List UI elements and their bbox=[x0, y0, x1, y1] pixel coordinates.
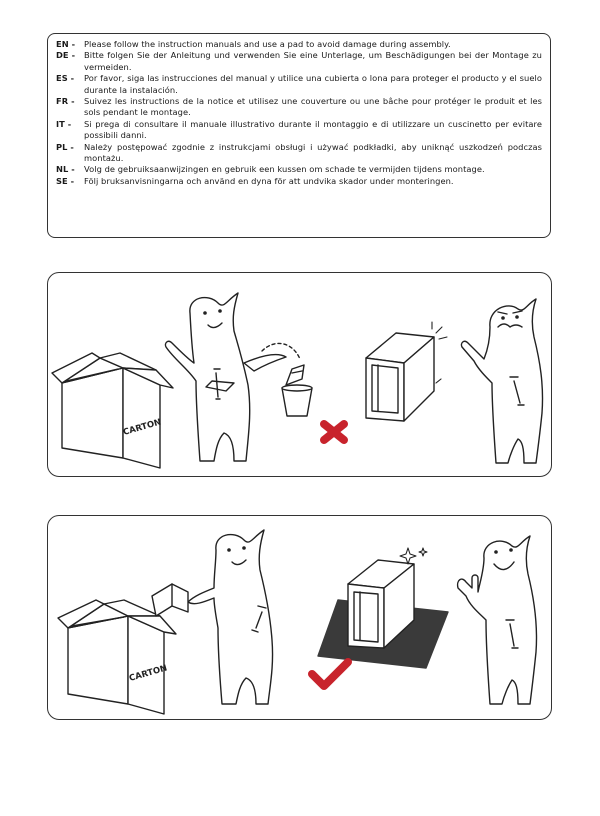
sparkle-icon bbox=[400, 548, 427, 564]
person-discarding-manual-icon bbox=[165, 293, 286, 461]
person-reading-manual-icon bbox=[188, 530, 273, 704]
multilingual-instructions bbox=[47, 33, 551, 238]
damaged-cabinet-icon bbox=[366, 333, 434, 421]
instruction-se: SE - Följ bruksanvisningarna och använd en dyna för att undvika skador under monteringen. bbox=[56, 175, 454, 186]
instruction-es: ES - Por favor, siga las instrucciones del manual y utilice una cubierta o lona para proteger el producto y el suelo durante la instalación. bbox=[56, 73, 542, 95]
instruction-de: DE - Bitte folgen Sie der Anleitung und verwenden Sie eine Unterlage, um Beschädigungen bei der Montage zu vermeiden. bbox=[56, 50, 542, 72]
instruction-fr: FR - Suivez les instructions de la notice et utilisez une couverture ou une bâche pour protéger le produit et les sols pendant le montage. bbox=[56, 96, 542, 118]
worried-person-icon bbox=[461, 299, 542, 463]
instruction-pl: PL - Należy postępować zgodnie z instrukcjami obsługi i używać podkładki, aby uniknąć uszkodzeń podczas montażu. bbox=[56, 141, 542, 164]
instruction-nl: NL - Volg de gebruiksaanwijzingen en gebruik een kussen om schade te vermijden tijdens montage. bbox=[56, 164, 485, 175]
carton-label: CARTON bbox=[122, 417, 163, 438]
wrong-way-illustration bbox=[48, 273, 552, 477]
carton-label-2: CARTON bbox=[128, 663, 169, 684]
red-check-icon bbox=[312, 662, 348, 686]
carton-box-icon bbox=[52, 353, 173, 468]
red-cross-icon bbox=[324, 424, 344, 440]
happy-person-thumbs-up-icon bbox=[458, 536, 537, 704]
panel-wrong-way bbox=[47, 272, 552, 477]
panel-right-way bbox=[47, 515, 552, 720]
instruction-it: IT - Si prega di consultare il manuale illustrativo durante il montaggio e di utilizzare un cuscinetto per evitare possibili danni. bbox=[56, 118, 542, 141]
right-way-illustration bbox=[48, 516, 552, 720]
carton-box-icon-2 bbox=[58, 600, 176, 714]
instruction-manual-icon bbox=[152, 584, 188, 616]
trash-bin-icon bbox=[282, 365, 312, 416]
instruction-en: EN - Please follow the instruction manuals and use a pad to avoid damage during assembly. bbox=[56, 39, 451, 49]
